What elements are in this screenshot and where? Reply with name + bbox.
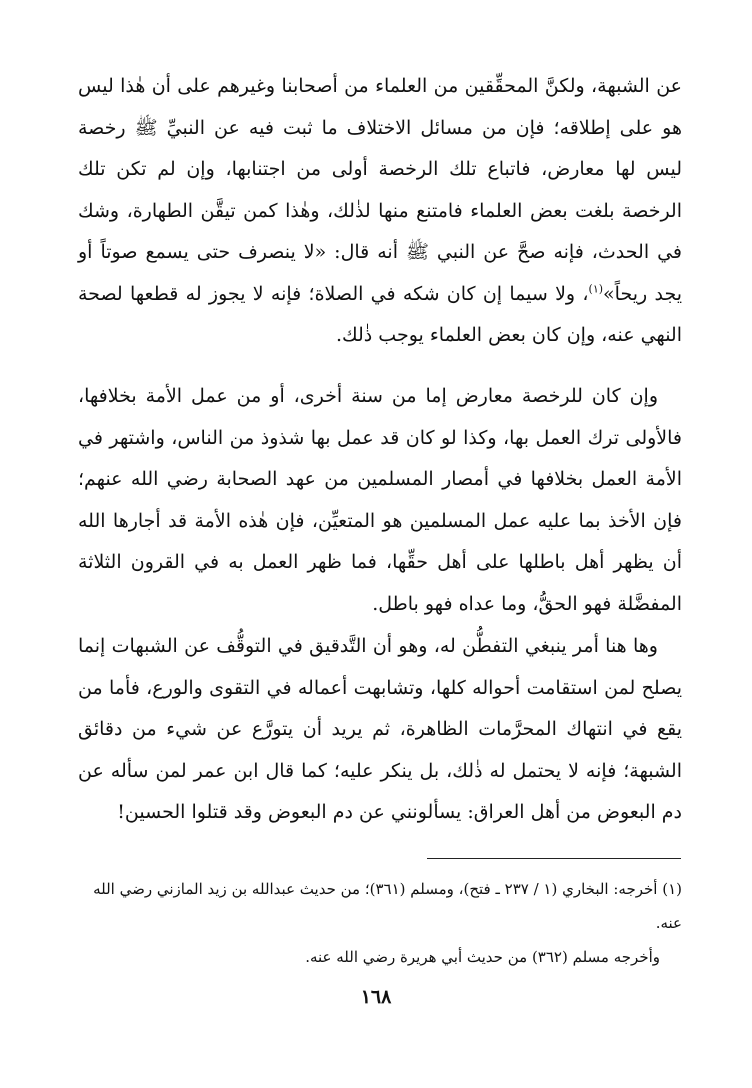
footnote-reference-1[interactable]: (١): [588, 282, 604, 296]
paragraph-3-text: وها هنا أمر ينبغي التفطُّن له، وهو أن التَّدقيق في التوقُّف عن الشبهات إنما يصلح لمن استقامت أحواله كلها، وتشابهت أعماله في التقوى والورع، فأما من يقع في انتهاك المحرَّمات الظاهرة، ثم يريد أن يتورَّع عن شيء من دقائق الشبهة؛ فإنه لا يحتمل له ذٰلك، بل ينكر عليه؛ كما قال ابن عمر لمن سأله عن دم البعوض من أهل العراق: يسألونني عن دم البعوض وقد قتلوا الحسين!: [78, 635, 682, 823]
footnote-1-continuation: وأخرجه مسلم (٣٦٢) من حديث أبي هريرة رضي الله عنه.: [305, 948, 660, 966]
footnote-1: (١) أخرجه: البخاري (١ / ٢٣٧ ـ فتح)، ومسلم (٣٦١)؛ من حديث عبدالله بن زيد المازني رضي الله عنه.: [93, 880, 682, 932]
footnotes-section: [78, 872, 682, 974]
paragraph-1-text-continued: ، ولا سيما إن كان شكه في الصلاة؛ فإنه لا يجوز له قطعها لصحة النهي عنه، وإن كان بعض العلماء يوجب ذٰلك.: [78, 282, 682, 346]
main-text-paragraph-3: [78, 626, 682, 834]
main-text-paragraph-2: [78, 376, 682, 625]
paragraph-1-text: عن الشبهة، ولكنَّ المحقِّقين من العلماء من أصحابنا وغيرهم على أن هٰذا ليس هو على إطلاقه؛ فإن من مسائل الاختلاف ما ثبت فيه عن النبيِّ ﷺ رخصة ليس لها معارض، فاتباع تلك الرخصة أولى من اجتنابها، وإن لم تكن تلك الرخصة بلغت بعض العلماء فامتنع منها لذٰلك، وهٰذا كمن تيقَّن الطهارة، وشك في الحدث، فإنه صحَّ عن النبي ﷺ أنه قال: «لا ينصرف حتى يسمع صوتاً أو يجد ريحاً»: [78, 75, 683, 305]
footnote-separator-line: [427, 858, 681, 859]
page-number: ١٦٨: [360, 986, 392, 1008]
main-text-paragraph-1: [78, 66, 682, 357]
paragraph-2-text: وإن كان للرخصة معارض إما من سنة أخرى، أو من عمل الأمة بخلافها، فالأولى ترك العمل بها، وكذا لو كان قد عمل بها شذوذ من الناس، واشتهر في الأمة العمل بخلافها في أمصار المسلمين من عهد الصحابة رضي الله عنهم؛ فإن الأخذ بما عليه عمل المسلمين هو المتعيِّن، فإن هٰذه الأمة قد أجارها الله أن يظهر أهل باطلها على أهل حقِّها، فما ظهر العمل به في القرون الثلاثة المفضَّلة فهو الحقُّ، وما عداه فهو باطل.: [78, 385, 682, 615]
